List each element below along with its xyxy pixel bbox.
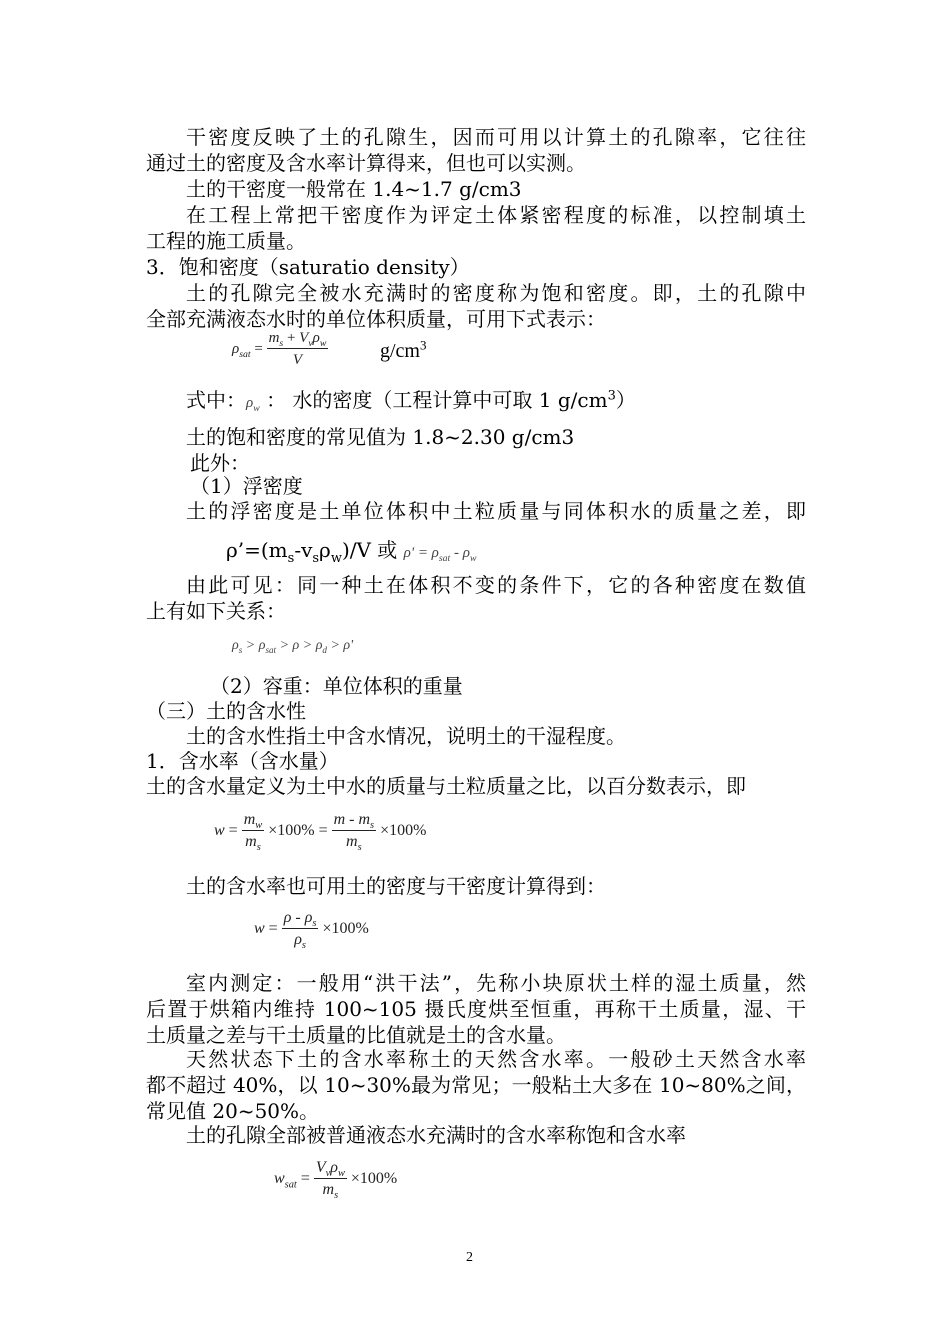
- paragraph-line: 土质量之差与干土质量的比值就是土的含水量。: [146, 1023, 566, 1047]
- rho-w-symbol: $\rho_w$: [246, 395, 260, 414]
- paragraph-line: 通过土的密度及含水率计算得来，但也可以实测。: [146, 151, 586, 175]
- sub-heading: （2）容重：单位体积的重量: [210, 674, 463, 698]
- formula-unit: $g/cm^3$: [380, 337, 427, 362]
- paragraph-line: 式中：$\rho_w$ ： 水的密度（工程计算中可取 1 $g/cm^3$）: [186, 388, 636, 414]
- formula-water-content-density: w = $\frac{\rho - \rho_s}{\rho_s}$ ×100%: [254, 909, 369, 952]
- paragraph-line: 土的孔隙完全被水充满时的密度称为饱和密度。即，土的孔隙中: [186, 281, 806, 305]
- section-heading: 1．含水率（含水量）: [146, 749, 339, 773]
- paragraph-line: 上有如下关系：: [146, 599, 286, 623]
- paragraph-line: 室内测定：一般用“洪干法”，先称小块原状土样的湿土质量，然: [186, 971, 806, 995]
- paragraph-line: 天然状态下土的含水率称土的天然含水率。一般砂土天然含水率: [186, 1047, 806, 1071]
- paragraph-line: 土的浮密度是土单位体积中土粒质量与同体积水的质量之差，即: [186, 499, 806, 523]
- paragraph-line: 后置于烘箱内维持 100~105 摄氏度烘至恒重，再称干土质量，湿、干: [146, 997, 806, 1021]
- section-heading: 3．饱和密度（saturatio density）: [146, 255, 470, 279]
- page-number: 2: [466, 1250, 473, 1265]
- paragraph-line: 在工程上常把干密度作为评定土体紧密程度的标准，以控制填土: [186, 203, 806, 227]
- paragraph-line: 土的饱和密度的常见值为 1.8~2.30 g/cm3: [186, 425, 575, 449]
- formula-density-order: $\rho_s > \rho_{sat} > \rho > \rho_d > \rho'$: [232, 638, 354, 655]
- formula-saturated-water-content: $w_{sat}$ = $\frac{V_v\rho_w}{m_s}$ ×100%: [274, 1159, 398, 1202]
- paragraph-line: 土的含水率也可用土的密度与干密度计算得到：: [186, 874, 606, 898]
- sub-heading: （1）浮密度: [190, 474, 303, 498]
- paragraph-line: 土的孔隙全部被普通液态水充满时的含水率称饱和含水率: [186, 1123, 686, 1147]
- section-heading: （三）土的含水性: [146, 699, 306, 723]
- paragraph-line: 土的含水量定义为土中水的质量与土粒质量之比，以百分数表示，即: [146, 774, 746, 798]
- formula-rho-sat: $\rho_{sat}$ = $\frac{m_s + V_v\rho_w}{V}$: [232, 330, 327, 368]
- paragraph-line: 由此可见：同一种土在体积不变的条件下，它的各种密度在数值: [186, 573, 806, 597]
- formula-buoyant: $\rho’=(m_s-v_s\rho_w)/V$ 或 $\rho' = \rho_{sat} - \rho_w$: [226, 538, 477, 566]
- paragraph-line: 都不超过 40%，以 10~30%最为常见；一般粘土大多在 10~80%之间，: [146, 1073, 806, 1097]
- paragraph-line: 全部充满液态水时的单位体积质量，可用下式表示：: [146, 307, 606, 331]
- paragraph-line: 干密度反映了土的孔隙生，因而可用以计算土的孔隙率，它往往: [186, 125, 806, 149]
- paragraph-line: 工程的施工质量。: [146, 229, 306, 253]
- formula-water-content: w = $\frac{m_w}{m_s}$ ×100% = $\frac{m - m_s}{m_s}$ ×100%: [214, 811, 427, 854]
- paragraph-line: 土的含水性指土中含水情况，说明土的干湿程度。: [186, 724, 626, 748]
- paragraph-line: 常见值 20~50%。: [146, 1099, 320, 1123]
- paragraph-line: 此外：: [190, 451, 250, 475]
- paragraph-line: 土的干密度一般常在 1.4~1.7 g/cm3: [186, 177, 522, 201]
